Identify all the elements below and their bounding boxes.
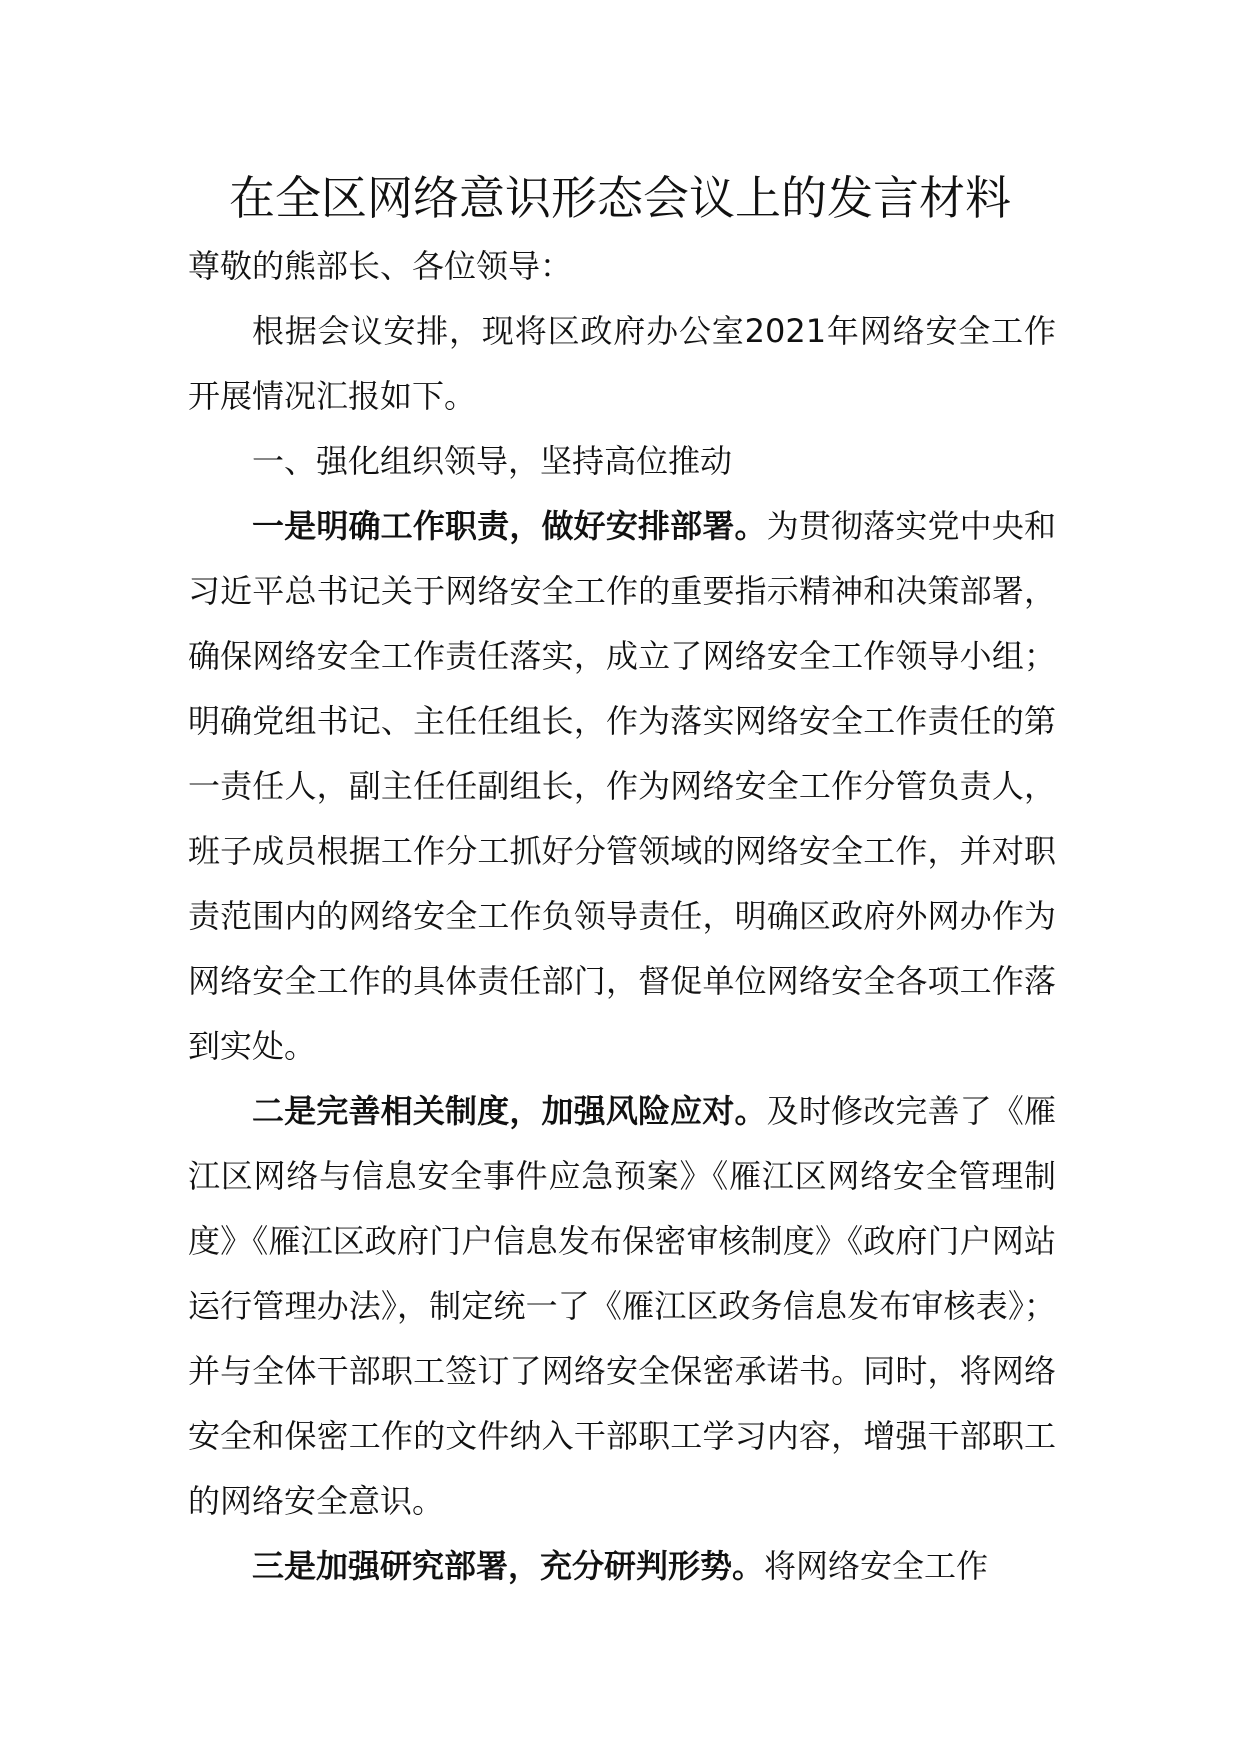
paragraph-text: 将网络安全工作 (764, 1547, 989, 1585)
paragraph (188, 1079, 1056, 1534)
section-heading: 一、强化组织领导，坚持高位推动 (252, 442, 733, 480)
document-body (188, 234, 1056, 1599)
page-title: 在全区网络意识形态会议上的发言材料 (229, 171, 1011, 225)
salutation: 尊敬的熊部长、各位领导： (188, 247, 573, 285)
paragraph-lead: 二是完善相关制度，加强风险应对。 (252, 1092, 767, 1130)
paragraph (188, 1534, 1056, 1599)
paragraph-lead: 一是明确工作职责，做好安排部署。 (252, 507, 767, 545)
paragraph-text: 及时修改完善了《雁江区网络与信息安全事件应急预案》《雁江区网络安全管理制度》《雁江区政府门户信息发布保密审核制度》《政府门户网站运行管理办法》，制定统一了《雁江区政务信息发布审核表》；并与全体干部职工签订了网络安全保密承诺书。同时，将网络安全和保密工作的文件纳入干部职工学习内容，增强干部职工的网络安全意识。 (188, 1092, 1056, 1520)
paragraph (188, 494, 1056, 1079)
intro-paragraph: 根据会议安排，现将区政府办公室2021年网络安全工作开展情况汇报如下。 (188, 312, 1056, 415)
paragraph-text: 为贯彻落实党中央和习近平总书记关于网络安全工作的重要指示精神和决策部署，确保网络安全工作责任落实，成立了网络安全工作领导小组；明确党组书记、主任任组长，作为落实网络安全工作责任的第一责任人，副主任任副组长，作为网络安全工作分管负责人，班子成员根据工作分工抓好分管领域的网络安全工作，并对职责范围内的网络安全工作负领导责任，明确区政府外网办作为网络安全工作的具体责任部门，督促单位网络安全各项工作落到实处。 (188, 507, 1056, 1065)
paragraph-lead: 三是加强研究部署，充分研判形势。 (252, 1547, 765, 1585)
